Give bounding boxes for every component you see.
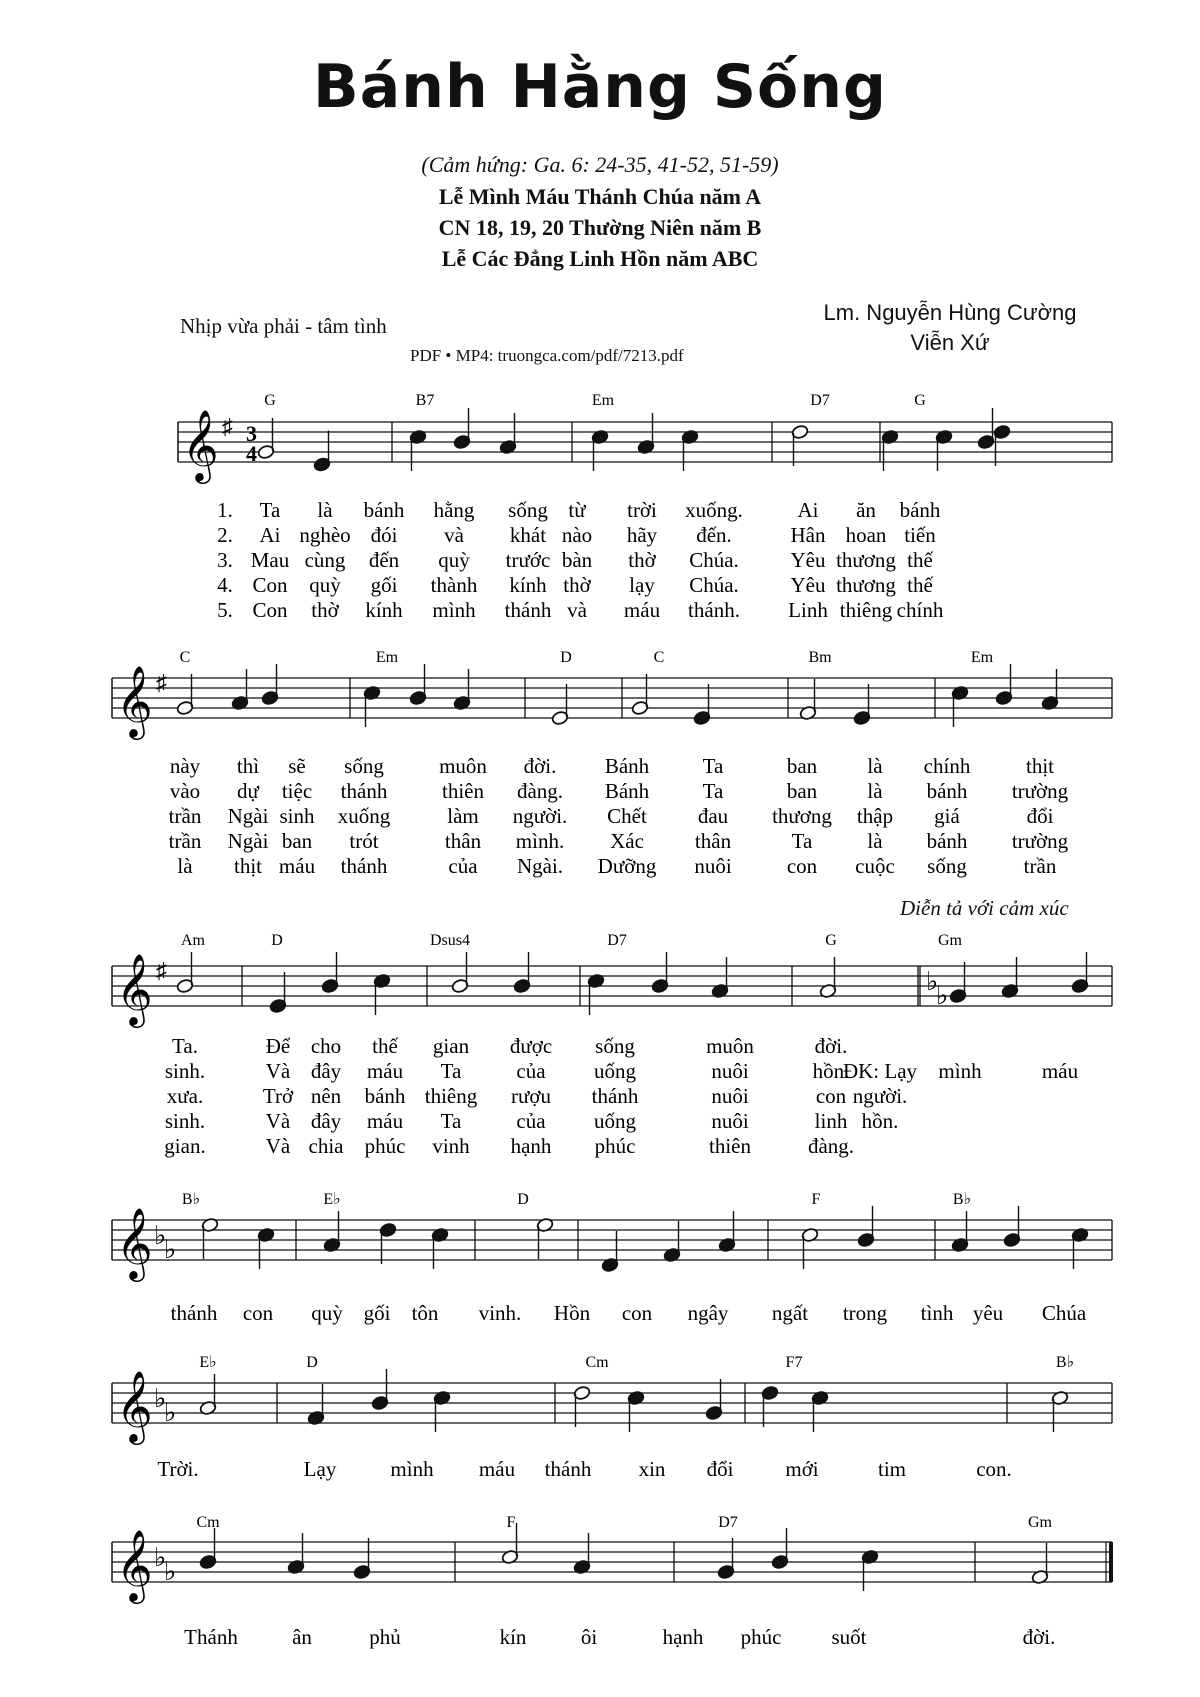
flat-icon: ♭ (164, 1557, 177, 1586)
lyric-syllable: phúc (594, 1134, 636, 1158)
lyric-syllable: con (621, 1301, 653, 1325)
lyric-syllable: mới (785, 1457, 819, 1481)
lyric-syllable: máu (1041, 1059, 1079, 1083)
lyric-syllable: bàn (561, 548, 593, 572)
chord-symbol: Gm (1028, 1514, 1052, 1531)
treble-clef-icon: 𝄞 (182, 408, 219, 481)
lyric-syllable: sống (595, 1034, 635, 1058)
lyric-syllable: mình. (515, 829, 565, 853)
treble-clef-icon: 𝄞 (116, 1369, 153, 1442)
treble-clef-icon: 𝄞 (116, 1206, 153, 1279)
lyric-syllable: con (786, 854, 818, 878)
lyric-syllable: lạy (629, 573, 655, 597)
lyric-syllable: quỳ (438, 548, 470, 572)
lyric-syllable: kính (509, 573, 547, 597)
lyric-syllable: thờ (311, 598, 339, 622)
lyric-syllable: yêu (972, 1301, 1004, 1325)
lyric-syllable: cho (310, 1034, 342, 1058)
lyric-syllable: là (317, 498, 333, 522)
lyric-syllable: ăn (856, 498, 876, 522)
lyric-syllable: hồn. (812, 1059, 850, 1083)
lyric-syllable: quỳ (311, 1301, 343, 1325)
lyric-syllable: ĐK: Lạy (842, 1059, 918, 1083)
lyric-syllable: Ngài. (516, 854, 564, 878)
lyric-syllable: hạnh (510, 1134, 552, 1158)
lyric-syllable: nên (310, 1084, 342, 1108)
lyric-syllable: ngất (771, 1301, 809, 1325)
lyric-syllable: sống (508, 498, 548, 522)
lyric-syllable: đau (697, 804, 729, 828)
chord-symbol: Am (181, 932, 205, 949)
lyric-syllable: hằng (433, 498, 475, 522)
lyric-syllable: Và (265, 1109, 291, 1133)
lyric-syllable: con (815, 1084, 847, 1108)
lyric-syllable: ân (292, 1625, 312, 1649)
lyric-syllable: xuống. (685, 498, 743, 522)
chord-symbol: Em (591, 392, 615, 409)
lyric-syllable: Con (252, 598, 288, 622)
lyric-syllable: trong (842, 1301, 888, 1325)
lyric-syllable: Chúa. (689, 573, 739, 597)
lyric-syllable: trần (168, 829, 202, 853)
lyric-syllable: ôi (580, 1625, 598, 1649)
lyric-syllable: Thánh (184, 1625, 238, 1649)
lyric-syllable: thờ (563, 573, 591, 597)
lyric-syllable: máu (478, 1457, 516, 1481)
lyric-syllable: đến. (696, 523, 732, 547)
lyric-syllable: Ngài (227, 804, 269, 828)
lyric-syllable: nào (561, 523, 593, 547)
lyric-syllable: rượu (511, 1084, 551, 1108)
flat-icon: ♭ (154, 1543, 167, 1572)
lyric-syllable: sinh. (164, 1059, 206, 1083)
lyric-syllable: đời. (1022, 1625, 1056, 1649)
lyric-syllable: thì (236, 754, 260, 778)
occasion-line: Lễ Các Đẳng Linh Hồn năm ABC (441, 246, 759, 271)
lyric-syllable: người. (852, 1084, 908, 1108)
lyric-syllable: giá (934, 804, 960, 828)
lyric-syllable: máu (366, 1059, 404, 1083)
lyric-syllable: vinh. (478, 1301, 522, 1325)
lyric-syllable: ngây (687, 1301, 729, 1325)
chord-symbol: Dsus4 (429, 932, 471, 949)
lyric-syllable: Bánh (604, 779, 650, 803)
chord-symbol: B7 (415, 392, 435, 409)
lyric-syllable: nuôi (711, 1109, 749, 1133)
chord-symbol: G (264, 392, 276, 409)
lyric-syllable: suốt (831, 1625, 867, 1649)
flat-icon: ♭ (926, 967, 939, 996)
time-signature: 4 (246, 441, 257, 466)
lyric-syllable: đây (310, 1059, 342, 1083)
lyric-syllable: sinh. (164, 1109, 206, 1133)
lyric-syllable: con. (976, 1457, 1012, 1481)
lyric-syllable: nuôi (711, 1084, 749, 1108)
lyric-syllable: Ta (440, 1059, 462, 1083)
lyric-syllable: thánh (544, 1457, 592, 1481)
lyric-syllable: nghèo (299, 523, 351, 547)
sharp-icon: ♯ (156, 958, 167, 983)
lyric-syllable: quỳ (309, 573, 341, 597)
lyric-syllable: 5. (217, 598, 233, 622)
lyric-syllable: đàng. (516, 779, 564, 803)
lyric-syllable: nuôi (711, 1059, 749, 1083)
lyric-syllable: Chúa (1041, 1301, 1087, 1325)
lyric-syllable: Yêu (790, 573, 826, 597)
lyric-syllable: thánh (340, 779, 388, 803)
lyric-syllable: của (516, 1059, 546, 1083)
lyric-syllable: Bánh (604, 754, 650, 778)
lyric-syllable: thập (856, 804, 894, 828)
lyric-syllable: 3. (217, 548, 233, 572)
treble-clef-icon: 𝄞 (116, 1528, 153, 1601)
lyric-syllable: Dưỡng (597, 854, 657, 878)
lyric-syllable: ban (281, 829, 313, 853)
lyric-syllable: của (448, 854, 478, 878)
chord-symbol: C (179, 649, 191, 666)
lyric-syllable: gối (370, 573, 398, 597)
lyric-syllable: chính (923, 754, 971, 778)
lyric-syllable: mình (432, 598, 476, 622)
chord-symbol: D7 (607, 932, 627, 949)
chord-symbol: D (560, 649, 572, 666)
chord-symbol: Bm (808, 649, 832, 666)
lyric-syllable: trót (349, 829, 379, 853)
lyric-syllable: Ngài (227, 829, 269, 853)
lyric-syllable: thánh (504, 598, 552, 622)
lyric-syllable: Ta. (172, 1034, 198, 1058)
lyric-syllable: phúc (740, 1625, 782, 1649)
lyric-syllable: gian (432, 1034, 470, 1058)
lyric-syllable: mình (390, 1457, 434, 1481)
chord-symbol: Gm (938, 932, 962, 949)
treble-clef-icon: 𝄞 (116, 952, 153, 1025)
lyric-syllable: làm (447, 804, 479, 828)
lyric-syllable: Mau (250, 548, 290, 572)
lyric-syllable: thành (430, 573, 478, 597)
time-signature: 3 (246, 421, 257, 446)
lyric-syllable: thờ (628, 548, 656, 572)
lyric-syllable: nuôi (694, 854, 732, 878)
lyric-syllable: hạnh (662, 1625, 704, 1649)
lyric-syllable: trần (168, 804, 202, 828)
lyric-syllable: thịt (1025, 754, 1055, 778)
lyric-syllable: khát (509, 523, 547, 547)
lyric-syllable: đời. (523, 754, 557, 778)
lyric-syllable: trước (505, 548, 551, 572)
lyric-syllable: gian. (164, 1134, 206, 1158)
lyric-syllable: muôn (706, 1034, 754, 1058)
lyric-syllable: chính (896, 598, 944, 622)
chord-symbol: E♭ (323, 1191, 341, 1208)
chord-symbol: Cm (585, 1354, 609, 1371)
lyric-syllable: trường (1011, 779, 1069, 803)
lyric-syllable: là (177, 854, 193, 878)
lyric-syllable: sẽ (288, 754, 306, 778)
lyric-syllable: hãy (626, 523, 658, 547)
lyric-syllable: Và (265, 1059, 291, 1083)
lyric-syllable: thiêng (839, 598, 893, 622)
chord-symbol: B♭ (952, 1191, 972, 1208)
lyric-syllable: thánh. (688, 598, 740, 622)
lyric-syllable: Hồn (553, 1301, 591, 1325)
lyric-syllable: và (567, 598, 587, 622)
composer: Lm. Nguyễn Hùng Cường (823, 300, 1077, 325)
lyric-syllable: tim (877, 1457, 907, 1481)
chord-symbol: F (811, 1191, 821, 1208)
lyric-syllable: người. (512, 804, 568, 828)
chord-symbol: D7 (718, 1514, 738, 1531)
lyric-syllable: được (509, 1034, 553, 1058)
lyric-syllable: thế (372, 1034, 398, 1058)
lyric-syllable: thiên (442, 779, 484, 803)
lyric-syllable: thịt (233, 854, 263, 878)
lyric-syllable: máu (278, 854, 316, 878)
lyric-syllable: bánh (363, 498, 405, 522)
lyric-syllable: tôn (411, 1301, 439, 1325)
lyric-syllable: và (444, 523, 464, 547)
lyric-syllable: sống (344, 754, 384, 778)
lyric-syllable: bánh (926, 779, 968, 803)
lyric-syllable: vào (169, 779, 201, 803)
lyric-syllable: Ta (702, 754, 724, 778)
lyric-syllable: Ai (259, 523, 281, 547)
lyric-syllable: đói (370, 523, 398, 547)
lyric-syllable: cùng (304, 548, 346, 572)
inspiration-line: (Cảm hứng: Ga. 6: 24-35, 41-52, 51-59) (421, 152, 779, 177)
lyric-syllable: xuống (337, 804, 391, 828)
lyric-syllable: Trời. (157, 1457, 199, 1481)
lyric-syllable: Linh (788, 598, 828, 622)
composer-note: Viễn Xứ (910, 330, 990, 355)
lyric-syllable: trời (627, 498, 657, 522)
lyric-syllable: ban (786, 754, 818, 778)
lyric-syllable: Ai (797, 498, 819, 522)
chord-symbol: Em (970, 649, 994, 666)
occasion-line: CN 18, 19, 20 Thường Niên năm B (438, 215, 762, 240)
lyric-syllable: thiên (709, 1134, 751, 1158)
lyric-syllable: thế (907, 573, 933, 597)
lyric-syllable: thân (694, 829, 732, 853)
lyric-syllable: Yêu (790, 548, 826, 572)
chord-symbol: D (517, 1191, 529, 1208)
flat-icon: ♭ (164, 1398, 177, 1427)
lyric-syllable: con (242, 1301, 274, 1325)
lyric-syllable: đây (310, 1109, 342, 1133)
lyric-syllable: bánh (926, 829, 968, 853)
chord-symbol: G (914, 392, 926, 409)
lyric-syllable: Ta (702, 779, 724, 803)
lyric-syllable: vinh (432, 1134, 470, 1158)
lyric-syllable: kính (365, 598, 403, 622)
lyric-syllable: đổi (1026, 804, 1054, 828)
lyric-syllable: sống (927, 854, 967, 878)
lyric-syllable: bánh (364, 1084, 406, 1108)
lyric-syllable: tình (920, 1301, 954, 1325)
lyric-syllable: tiệc (281, 779, 313, 803)
lyric-syllable: thế (907, 548, 933, 572)
lyric-syllable: chia (308, 1134, 344, 1158)
flat-icon: ♭ (936, 981, 949, 1010)
lyric-syllable: đời. (814, 1034, 848, 1058)
lyric-syllable: hoan (845, 523, 887, 547)
chord-symbol: F7 (785, 1354, 803, 1371)
lyric-syllable: uống (594, 1109, 636, 1133)
lyric-syllable: là (867, 754, 883, 778)
lyric-syllable: ban (786, 779, 818, 803)
lyric-syllable: thân (444, 829, 482, 853)
lyric-syllable: Để (265, 1034, 291, 1058)
lyric-syllable: xin (638, 1457, 666, 1481)
lyric-syllable: từ (568, 498, 586, 522)
lyric-syllable: thương (772, 804, 832, 828)
lyric-syllable: mình (938, 1059, 982, 1083)
lyric-syllable: thánh (340, 854, 388, 878)
chord-symbol: F (506, 1514, 516, 1531)
lyric-syllable: máu (366, 1109, 404, 1133)
lyric-syllable: Ta (440, 1109, 462, 1133)
lyric-syllable: 2. (217, 523, 233, 547)
flat-icon: ♭ (154, 1221, 167, 1250)
lyric-syllable: Hân (790, 523, 826, 547)
treble-clef-icon: 𝄞 (116, 664, 153, 737)
lyric-syllable: linh (814, 1109, 848, 1133)
chord-symbol: D (271, 932, 283, 949)
lyric-syllable: của (516, 1109, 546, 1133)
lyric-syllable: Ta (791, 829, 813, 853)
lyric-syllable: dự (237, 779, 259, 803)
lyric-syllable: 1. (217, 498, 233, 522)
lyric-syllable: uống (594, 1059, 636, 1083)
lyric-syllable: đàng. (807, 1134, 855, 1158)
lyric-syllable: Con (252, 573, 288, 597)
lyric-syllable: bánh (899, 498, 941, 522)
lyric-syllable: là (867, 779, 883, 803)
lyric-syllable: kín (499, 1625, 527, 1649)
chord-symbol: D7 (810, 392, 830, 409)
chord-symbol: Cm (196, 1514, 220, 1531)
lyric-syllable: thương (836, 548, 896, 572)
lyric-syllable: muôn (439, 754, 487, 778)
lyric-syllable: là (867, 829, 883, 853)
song-title: Bánh Hằng Sống (313, 52, 887, 122)
lyric-syllable: gối (363, 1301, 391, 1325)
lyric-syllable: phúc (364, 1134, 406, 1158)
sharp-icon: ♯ (222, 414, 233, 439)
lyric-syllable: Xác (610, 829, 644, 853)
lyric-syllable: phủ (369, 1625, 401, 1649)
flat-icon: ♭ (164, 1235, 177, 1264)
chord-symbol: E♭ (199, 1354, 217, 1371)
chord-symbol: B♭ (1055, 1354, 1075, 1371)
lyric-syllable: máu (623, 598, 661, 622)
lyric-syllable: sinh (279, 804, 315, 828)
lyric-syllable: Lạy (303, 1457, 337, 1481)
lyric-syllable: thánh (591, 1084, 639, 1108)
lyric-syllable: Chúa. (689, 548, 739, 572)
lyric-syllable: trường (1011, 829, 1069, 853)
lyric-syllable: đến (368, 548, 400, 572)
lyric-syllable: hồn. (861, 1109, 899, 1133)
lyric-syllable: Trở (262, 1084, 294, 1108)
lyric-syllable: xưa. (166, 1084, 204, 1108)
lyric-syllable: cuộc (855, 854, 895, 878)
lyric-syllable: thánh (170, 1301, 218, 1325)
expression-marking: Diễn tả với cảm xúc (900, 896, 1069, 920)
tempo-marking: Nhịp vừa phải - tâm tình (180, 314, 387, 338)
lyric-syllable: 4. (217, 573, 233, 597)
lyric-syllable: đổi (706, 1457, 734, 1481)
chord-symbol: Em (375, 649, 399, 666)
occasion-line: Lễ Mình Máu Thánh Chúa năm A (438, 184, 762, 209)
lyric-syllable: thiêng (424, 1084, 478, 1108)
chord-symbol: B♭ (181, 1191, 201, 1208)
chord-symbol: D (306, 1354, 318, 1371)
lyric-syllable: Và (265, 1134, 291, 1158)
sharp-icon: ♯ (156, 670, 167, 695)
flat-icon: ♭ (154, 1384, 167, 1413)
chord-symbol: C (653, 649, 665, 666)
lyric-syllable: Ta (259, 498, 281, 522)
lyric-syllable: Chết (607, 804, 647, 828)
lyric-syllable: thương (836, 573, 896, 597)
final-barline (1109, 1542, 1113, 1582)
pdf-link[interactable]: PDF • MP4: truongca.com/pdf/7213.pdf (410, 346, 684, 365)
lyric-syllable: tiến (904, 523, 936, 547)
lyric-syllable: này (169, 754, 201, 778)
chord-symbol: G (825, 932, 837, 949)
lyric-syllable: trần (1023, 854, 1057, 878)
